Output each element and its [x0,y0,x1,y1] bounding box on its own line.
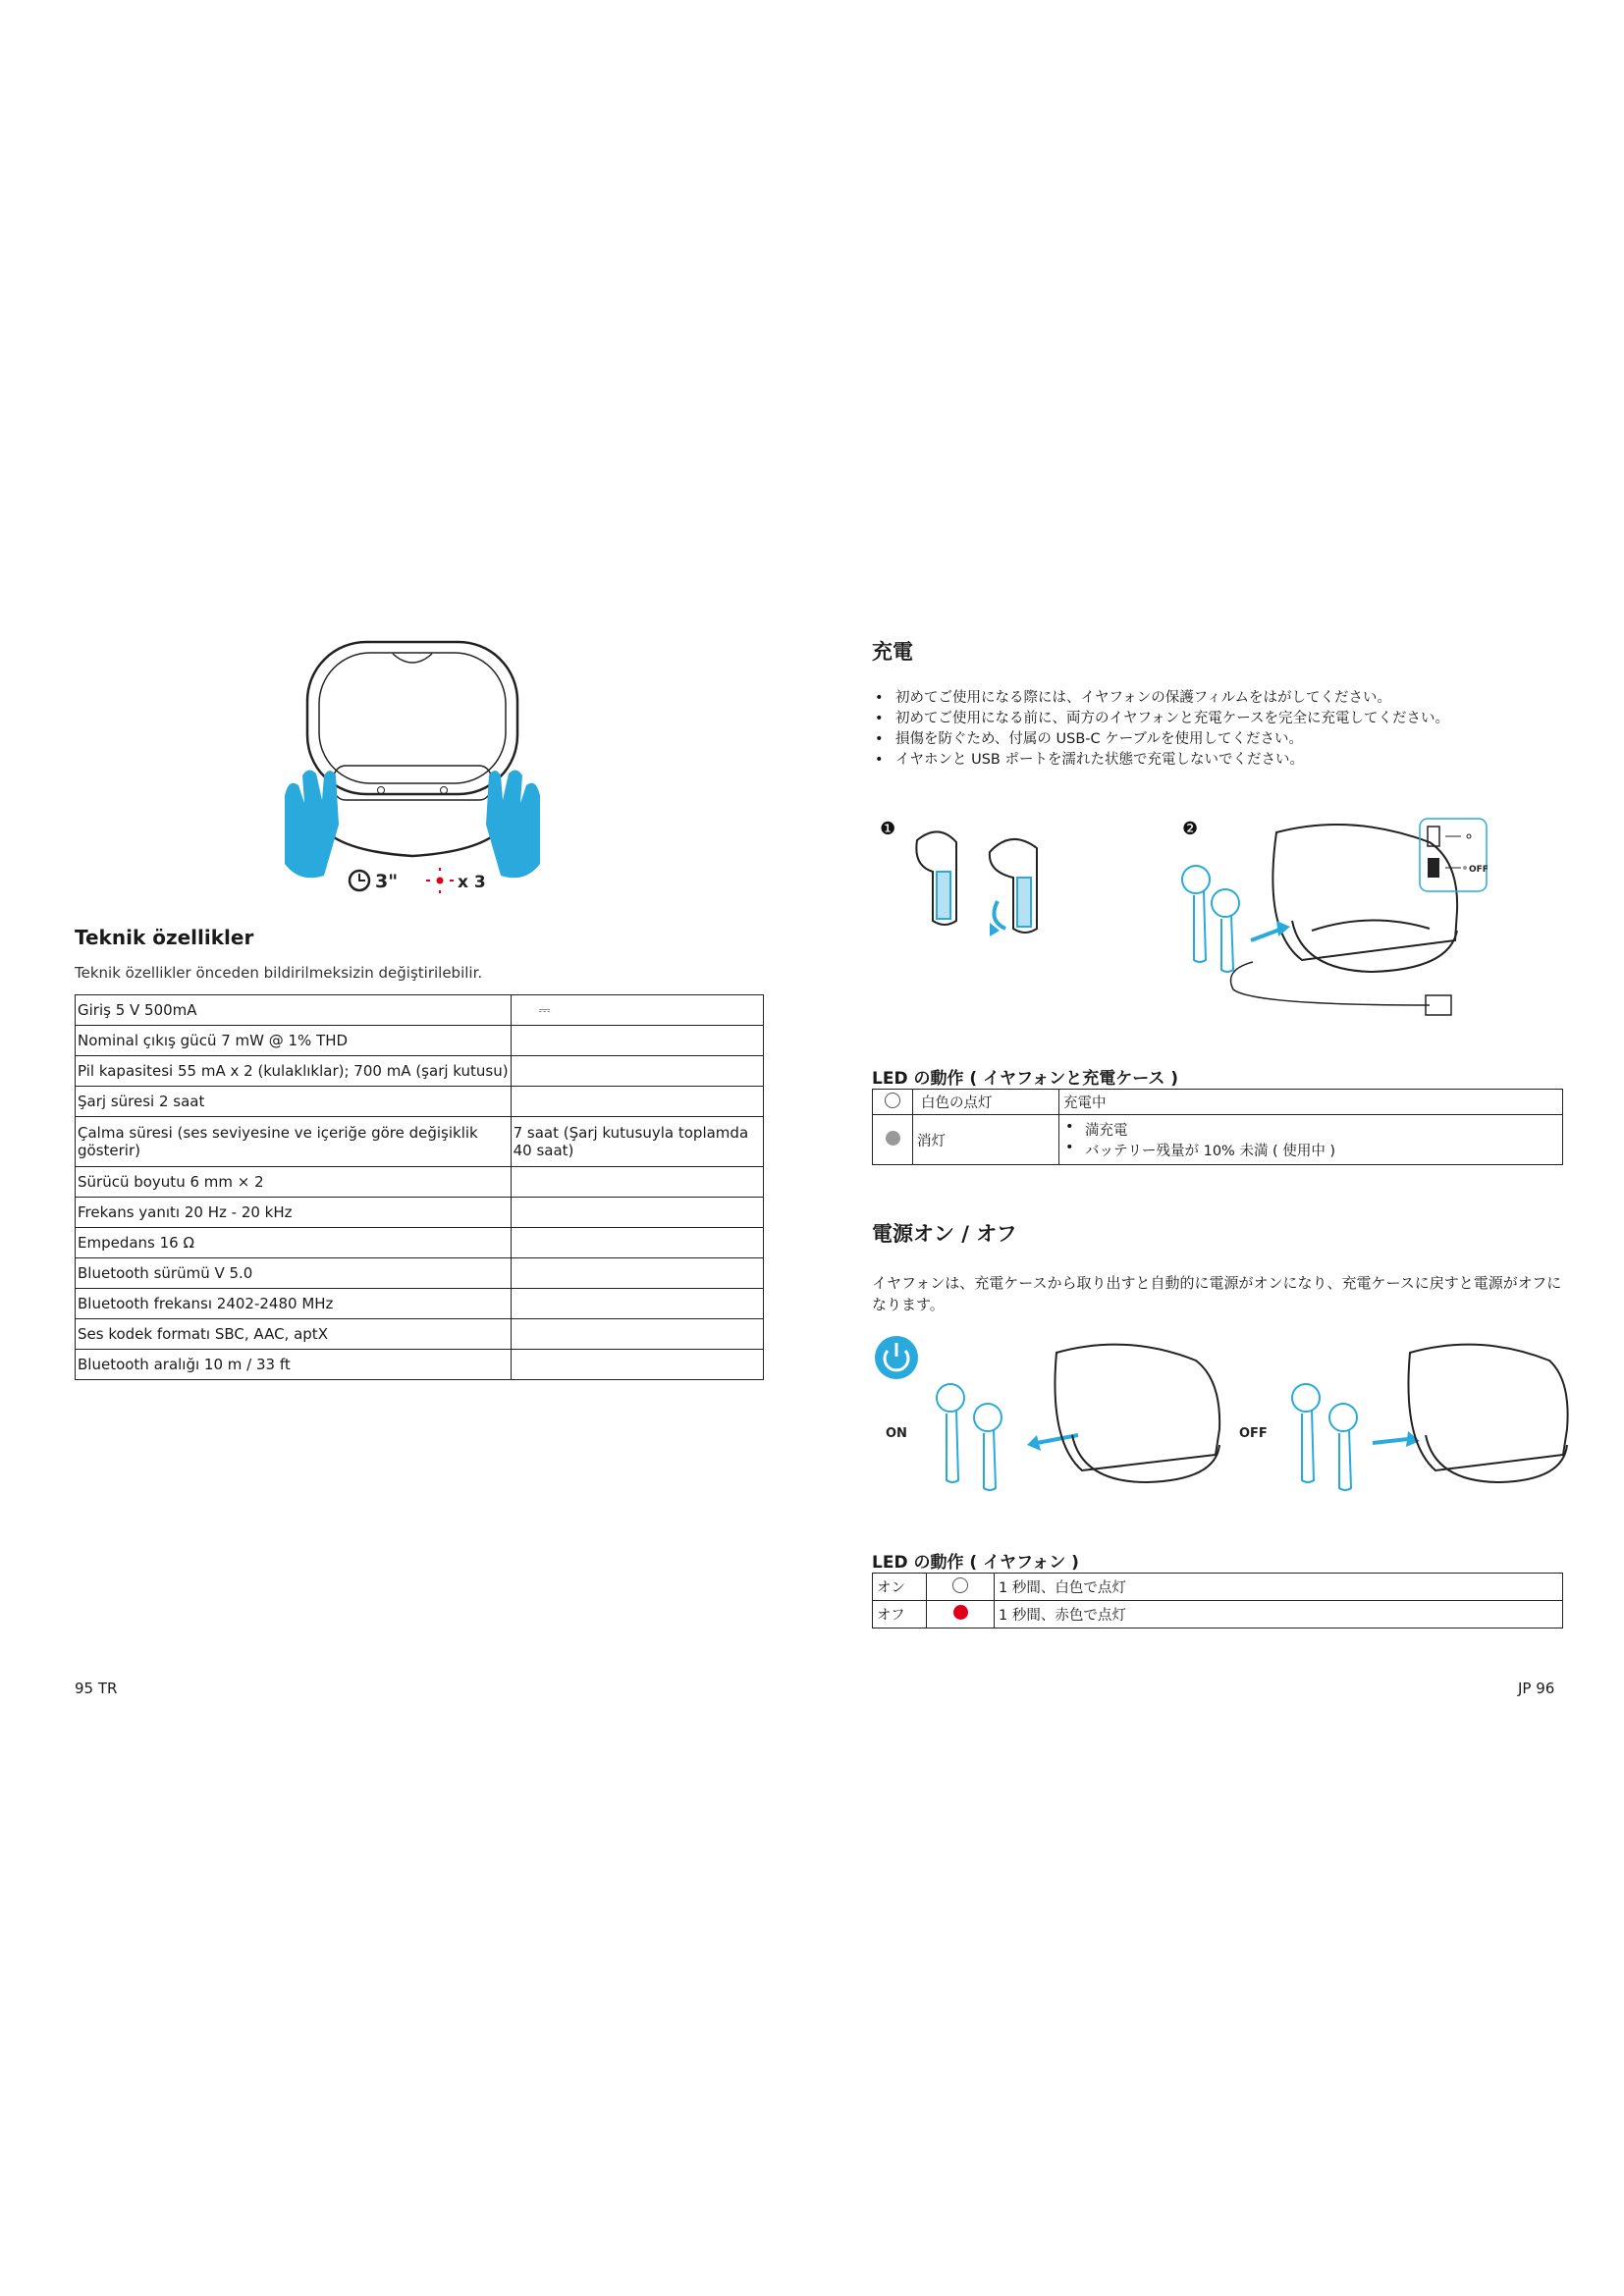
led-indicator-cell [927,1574,995,1601]
led-meaning-item: • バッテリー残量が 10% 未満 ( 使用中 ) [1063,1140,1558,1160]
off-label: OFF [1239,1426,1268,1441]
spec-value-cell [511,1167,763,1198]
table-row [76,1056,764,1087]
power-heading: 電源オン / オフ [872,1222,1017,1246]
table-row [76,1228,764,1258]
spec-label-cell: Bluetooth frekansı 2402-2480 MHz [76,1289,512,1319]
table-row [873,1115,1563,1165]
led-table-case [872,1089,1563,1165]
spec-value-cell: 7 saat (Şarj kutusuyla toplamda 40 saat) [511,1117,763,1167]
step-2-label: ❷ [1182,819,1199,839]
spec-label-cell: Ses kodek formatı SBC, AAC, aptX [76,1319,512,1350]
charging-illustration [880,813,1489,1029]
page-number-left: 95 TR [75,1680,118,1697]
case-touch-illustration [265,628,560,903]
led-state-cell: 消灯 [913,1115,1059,1165]
spec-value-cell [511,1319,763,1350]
spec-value-cell [511,1258,763,1289]
spec-value-cell [511,1087,763,1117]
led-state-cell: オン [873,1574,927,1601]
spec-label-cell: Empedans 16 Ω [76,1228,512,1258]
table-row [873,1574,1563,1601]
led-red-icon [953,1605,968,1620]
table-row [76,1087,764,1117]
hold-time-label: 3" [375,871,399,892]
led-state-cell: 白色の点灯 [913,1090,1059,1115]
table-row [76,1198,764,1228]
led-grey-icon [886,1131,900,1146]
table-row [76,995,764,1026]
spec-value-cell [511,1228,763,1258]
table-row [76,1167,764,1198]
spec-label-cell: Frekans yanıtı 20 Hz - 20 kHz [76,1198,512,1228]
spec-value-cell [511,1289,763,1319]
charging-heading: 充電 [872,640,913,664]
spec-label-cell: Nominal çıkış gücü 7 mW @ 1% THD [76,1026,512,1056]
list-item: • 初めてご使用になる際には、イヤフォンの保護フィルムをはがしてください。 [872,688,1449,709]
table-row [873,1601,1563,1629]
table-row [76,1026,764,1056]
table-row [76,1258,764,1289]
spec-label-cell: Pil kapasitesi 55 mA x 2 (kulaklıklar); 700 mA (şarj kutusu) [76,1056,512,1087]
power-description: イヤフォンは、充電ケースから取り出すと自動的に電源がオンになり、充電ケースに戻すと電源がオフになります。 [872,1274,1562,1313]
charging-bullets [872,688,1449,771]
table-row [873,1090,1563,1115]
spec-value-cell [511,1056,763,1087]
led-indicator-cell [873,1115,913,1165]
spec-label-cell: Bluetooth sürümü V 5.0 [76,1258,512,1289]
table-row [76,1117,764,1167]
press-count-label: x 3 [458,873,486,892]
led-meaning-cell: 充電中 [1059,1090,1563,1115]
page-number-right: JP 96 [1518,1680,1555,1697]
specs-note: Teknik özellikler önceden bildirilmeksizin değiştirilebilir. [75,964,483,982]
table-row [76,1350,764,1380]
step-1-label: ❶ [880,819,896,839]
led-indicator-cell [873,1090,913,1115]
table-row [76,1319,764,1350]
led-meaning-cell: 1 秒間、白色で点灯 [995,1574,1563,1601]
led-behavior-heading-2: LED の動作 ( イヤフォン ) [872,1553,1079,1573]
on-label: ON [886,1426,907,1441]
spec-value-cell [511,1198,763,1228]
spec-value-cell [511,1350,763,1380]
led-meaning-cell: 1 秒間、赤色で点灯 [995,1601,1563,1629]
led-behavior-heading-1: LED の動作 ( イヤフォンと充電ケース ) [872,1069,1179,1089]
spec-label-cell: Çalma süresi (ses seviyesine ve içeriğe göre değişiklik gösterir) [76,1117,512,1167]
led-indicator-cell [927,1601,995,1629]
led-meaning-cell [1059,1115,1563,1165]
led-white-icon [885,1093,900,1108]
led-state-cell: オフ [873,1601,927,1629]
specs-table [75,994,764,1380]
power-on-off-illustration [872,1333,1569,1500]
spec-label-cell: Sürücü boyutu 6 mm × 2 [76,1167,512,1198]
spec-label-cell: Şarj süresi 2 saat [76,1087,512,1117]
list-item: • 初めてご使用になる前に、両方のイヤフォンと充電ケースを完全に充電してください。 [872,709,1449,729]
spec-label-cell: Giriş 5 V 500mA [76,995,512,1026]
spec-label-cell: Bluetooth aralığı 10 m / 33 ft [76,1350,512,1380]
spec-value-cell: ⎓ [511,995,763,1026]
table-row [76,1289,764,1319]
led-meaning-item: • 満充電 [1063,1119,1558,1140]
off-indicator-label: OFF [1469,865,1489,875]
list-item: • 損傷を防ぐため、付属の USB-C ケーブルを使用してください。 [872,729,1449,750]
list-item: • イヤホンと USB ポートを濡れた状態で充電しないでください。 [872,750,1449,771]
specs-heading: Teknik özellikler [75,926,254,949]
led-white-icon [952,1577,968,1593]
led-table-earbuds [872,1573,1563,1629]
spec-value-cell [511,1026,763,1056]
